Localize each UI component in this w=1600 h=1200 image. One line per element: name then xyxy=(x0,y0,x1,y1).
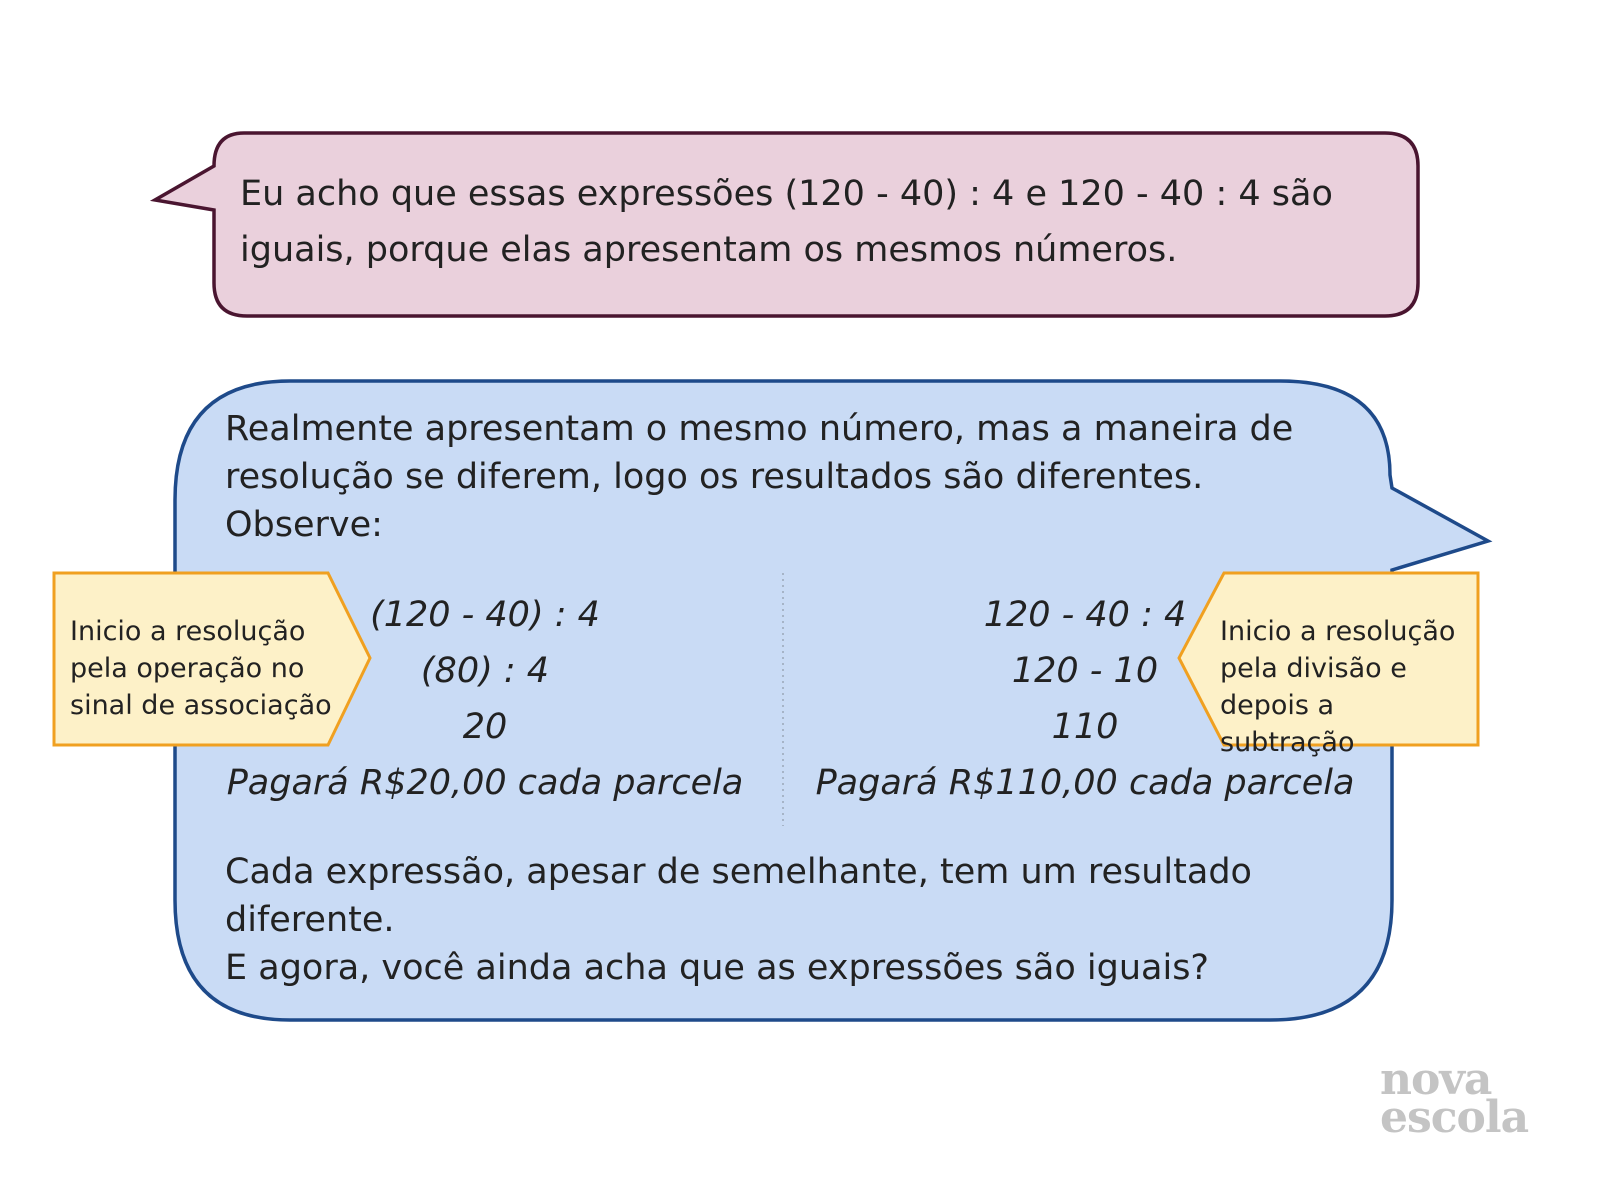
outro-line-1: Cada expressão, apesar de semelhante, tem um resultado diferente. xyxy=(225,852,1252,940)
nova-escola-logo xyxy=(1380,1054,1580,1143)
right-result: Pagará R$110,00 cada parcela xyxy=(815,763,1355,803)
left-result: Pagará R$20,00 cada parcela xyxy=(226,763,744,803)
right-step-1: 120 - 40 : 4 xyxy=(983,595,1187,635)
left-step-1: (120 - 40) : 4 xyxy=(370,595,600,635)
main-bubble-intro: Realmente apresentam o mesmo número, mas a maneira de resolução se diferem, logo os resultados são diferentes. Observe: xyxy=(225,409,1294,545)
top-bubble-text: Eu acho que essas expressões (120 - 40) : 4 e 120 - 40 : 4 são iguais, porque elas apresentam os mesmos números. xyxy=(240,174,1333,270)
logo-line-1: nova xyxy=(1380,1054,1492,1105)
right-note-text: Inicio a resolução pela divisão e depois a subtração xyxy=(1220,616,1456,758)
outro-line-2: E agora, você ainda acha que as expressões são iguais? xyxy=(225,948,1209,988)
main-bubble-outro xyxy=(225,848,1355,992)
logo-line-2: escola xyxy=(1380,1092,1529,1143)
left-note-text: Inicio a resolução pela operação no sinal de associação xyxy=(70,616,332,721)
left-step-3: 20 xyxy=(462,707,508,747)
right-step-3: 110 xyxy=(1051,707,1119,747)
right-step-2: 120 - 10 xyxy=(1011,651,1159,691)
left-step-2: (80) : 4 xyxy=(420,651,550,691)
